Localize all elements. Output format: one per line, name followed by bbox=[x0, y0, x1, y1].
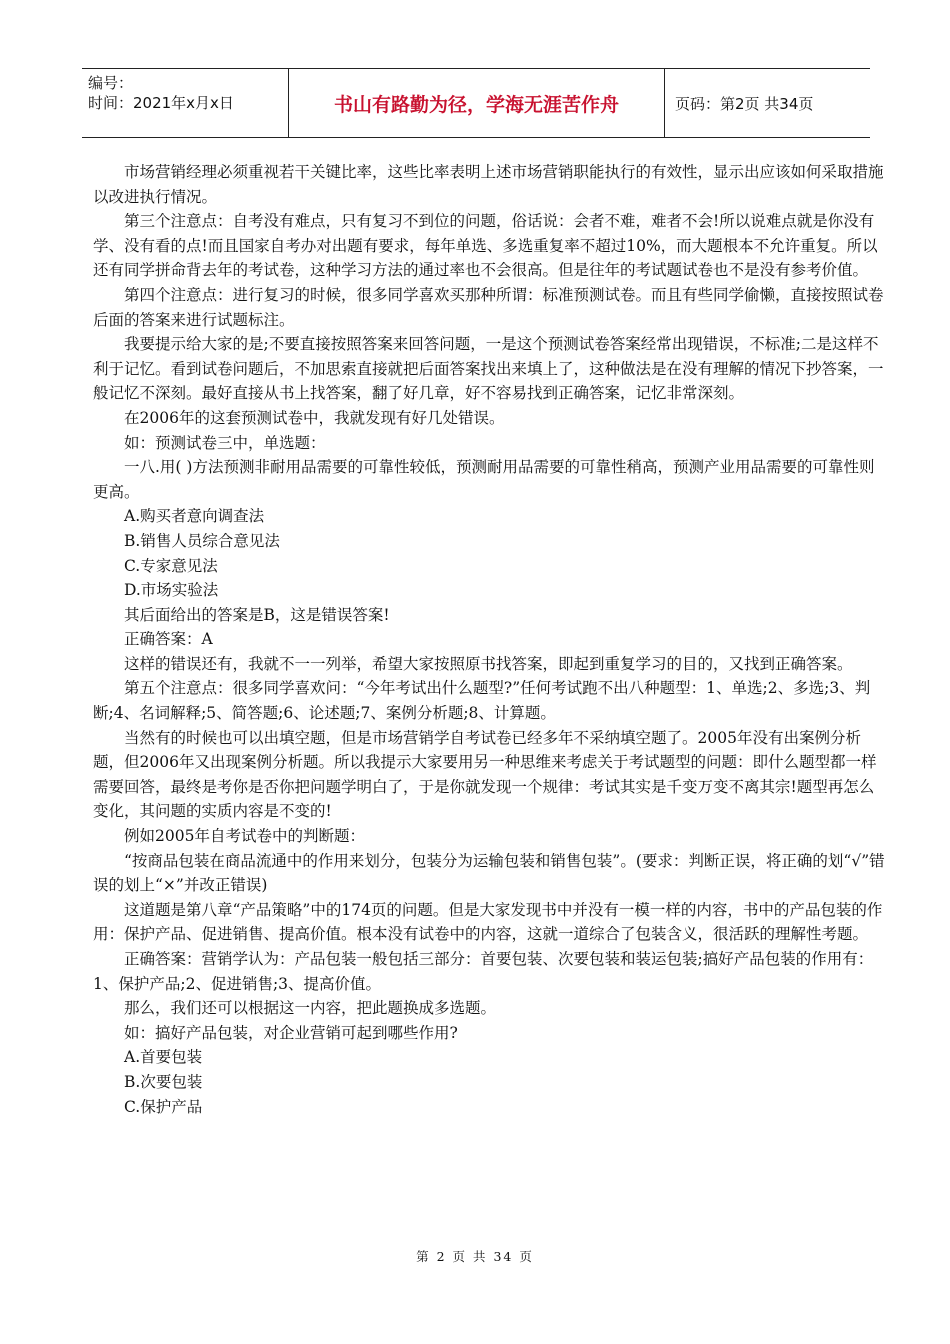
page-footer: 第 2 页 共 34 页 bbox=[416, 1249, 534, 1264]
body-paragraph: 例如2005年自考试卷中的判断题： bbox=[124, 827, 365, 846]
header-motto: 书山有路勤为径，学海无涯苦作舟 bbox=[289, 69, 665, 137]
body-paragraph: 如：搞好产品包装，对企业营销可起到哪些作用? bbox=[124, 1023, 458, 1042]
answer-option: B.销售人员综合意见法 bbox=[124, 531, 280, 550]
document-number-label: 编号： bbox=[88, 74, 134, 92]
answer-option: D.市场实验法 bbox=[124, 581, 219, 600]
body-paragraph: 这样的错误还有，我就不一一列举，希望大家按照原书找答案，即起到重复学习的目的，又找到正确答案。 bbox=[124, 654, 853, 673]
body-paragraph: 第四个注意点：进行复习的时候，很多同学喜欢买那种所谓：标准预测试卷。而且有些同学偷懒，直接按照试卷后面的答案来进行试题标注。 bbox=[93, 285, 884, 329]
body-paragraph: 一八.用( )方法预测非耐用品需要的可靠性较低，预测耐用品需要的可靠性稍高，预测产业用品需要的可靠性则更高。 bbox=[93, 458, 875, 501]
document-date-label: 时间：2021年x月x日 bbox=[88, 94, 234, 112]
body-paragraph: 正确答案：A bbox=[124, 630, 213, 649]
body-paragraph: 市场营销经理必须重视若干关键比率，这些比率表明上述市场营销职能执行的有效性，显示出应该如何采取措施以改进执行情况。 bbox=[93, 163, 884, 206]
body-paragraph: 如：预测试卷三中，单选题： bbox=[124, 433, 326, 452]
header-page-label: 页码：第2页 共34页 bbox=[675, 94, 814, 113]
body-paragraph: 那么，我们还可以根据这一内容，把此题换成多选题。 bbox=[124, 999, 497, 1018]
document-body bbox=[93, 160, 888, 1119]
header-meta bbox=[82, 69, 289, 137]
answer-option: A.购买者意向调查法 bbox=[124, 507, 265, 526]
body-paragraph: 其后面给出的答案是B，这是错误答案! bbox=[124, 605, 390, 624]
body-paragraph: 第五个注意点：很多同学喜欢问：“今年考试出什么题型?”任何考试跑不出八种题型：1、单选;2、多选;3、判断;4、名词解释;5、简答题;6、论述题;7、案例分析题;8、计算题。 bbox=[93, 679, 871, 723]
body-paragraph: 这道题是第八章“产品策略”中的174页的问题。但是大家发现书中并没有一模一样的内容，书中的产品包装的作用：保护产品、促进销售、提高价值。根本没有试卷中的内容，这就一道综合了包装含义，很活跃的理解性考题。 bbox=[93, 900, 883, 944]
answer-option: B.次要包装 bbox=[124, 1072, 203, 1091]
body-paragraph: 我要提示给大家的是;不要直接按照答案来回答问题，一是这个预测试卷答案经常出现错误，不标准;二是这样不利于记忆。看到试卷问题后，不加思索直接就把后面答案找出来填上了，这种做法是在没有理解的情况下抄答案，一般记忆不深刻。最好直接从书上找答案，翻了好几章，好不容易找到正确答案，记忆非常深刻。 bbox=[93, 335, 884, 403]
body-paragraph: “按商品包装在商品流通中的作用来划分，包装分为运输包装和销售包装”。(要求：判断正误，将正确的划“√”错误的划上“×”并改正错误) bbox=[93, 851, 885, 895]
page-header bbox=[82, 68, 870, 138]
body-paragraph: 在2006年的这套预测试卷中，我就发现有好几处错误。 bbox=[124, 408, 505, 427]
answer-option: A.首要包装 bbox=[124, 1048, 203, 1067]
body-paragraph: 当然有的时候也可以出填空题，但是市场营销学自考试卷已经多年不采纳填空题了。2005年没有出案例分析题，但2006年又出现案例分析题。所以我提示大家要用另一种思维来考虑关于考试题型的问题：即什么题型都一样需要回答，最终是考你是否你把问题学明白了，于是你就发现一个规律：考试其实是千变万变不离其宗!题型再怎么变化，其问题的实质内容是不变的! bbox=[93, 728, 877, 821]
body-paragraph: 正确答案：营销学认为：产品包装一般包括三部分：首要包装、次要包装和装运包装;搞好产品包装的作用有：1、保护产品;2、促进销售;3、提高价值。 bbox=[93, 950, 874, 993]
body-paragraph: 第三个注意点：自考没有难点，只有复习不到位的问题，俗话说：会者不难，难者不会!所以说难点就是你没有学、没有看的点!而且国家自考办对出题有要求，每年单选、多选重复率不超过10%，而大题根本不允许重复。所以还有同学拼命背去年的考试卷，这种学习方法的通过率也不会很高。但是往年的考试题试卷也不是没有参考价值。 bbox=[93, 212, 878, 280]
answer-option: C.专家意见法 bbox=[124, 556, 218, 575]
answer-option: C.保护产品 bbox=[124, 1097, 203, 1116]
